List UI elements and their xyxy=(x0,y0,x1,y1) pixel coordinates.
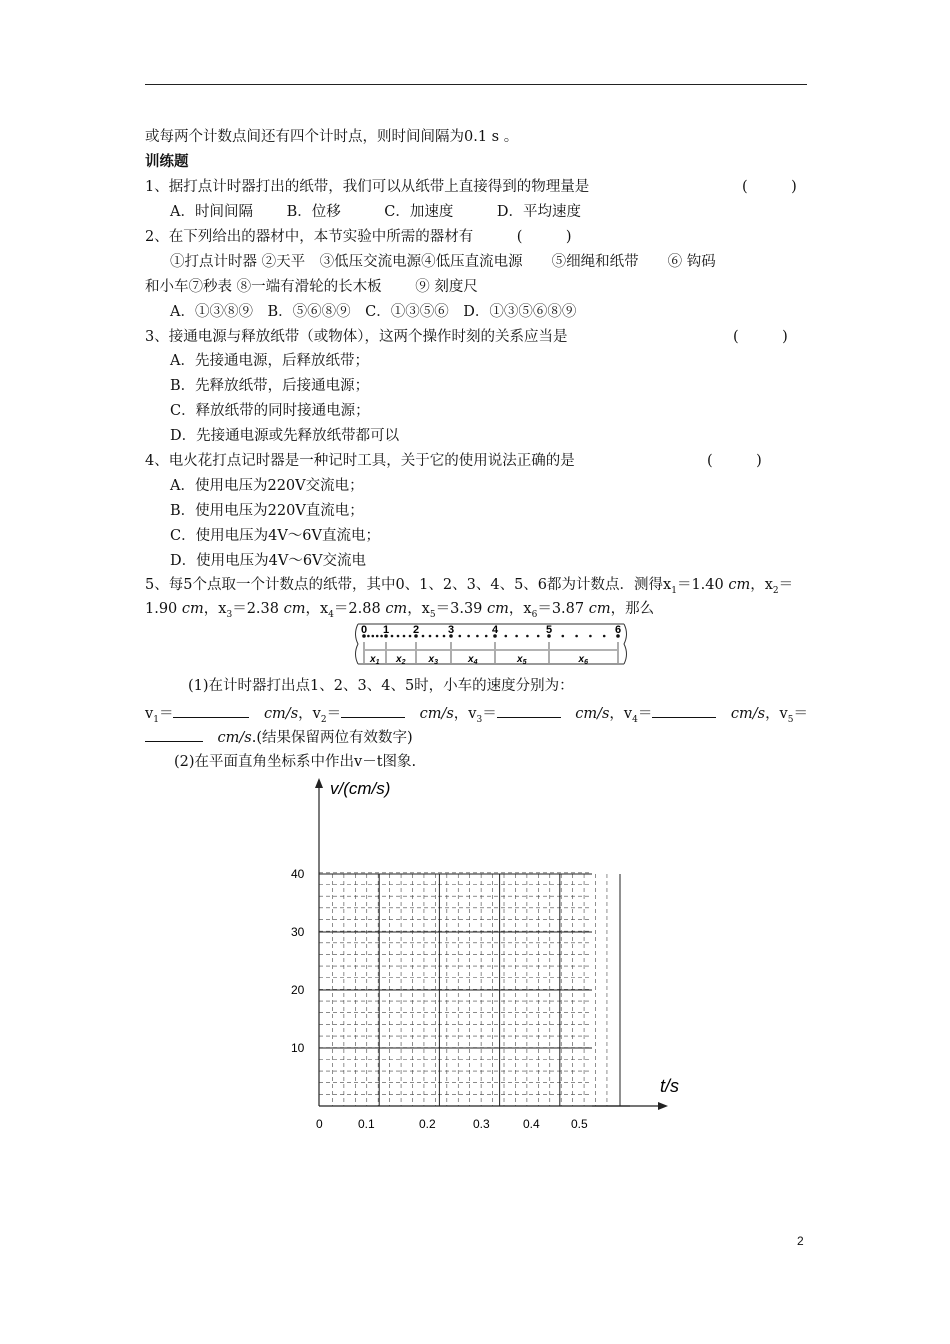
q1-options: A．时间间隔 B．位移 C．加速度 D．平均速度 xyxy=(170,204,581,220)
unit: cm xyxy=(728,577,751,593)
section-heading: 训练题 xyxy=(145,154,189,170)
tape-dot xyxy=(422,635,425,638)
q3-option-c: C．释放纸带的同时接通电源； xyxy=(170,403,370,419)
x-tick-label: 0.1 xyxy=(358,1117,375,1131)
tape-point-labels xyxy=(361,624,621,636)
vt-graph xyxy=(280,772,700,1137)
tape-dot xyxy=(575,635,578,638)
tape-dot xyxy=(391,635,394,638)
tape-dot xyxy=(403,635,406,638)
y-tick-label: 10 xyxy=(291,1041,305,1055)
x-tick-label: 0.3 xyxy=(473,1117,490,1131)
q4-option-b: B．使用电压为220V直流电； xyxy=(170,503,364,519)
v4-blank[interactable] xyxy=(652,703,716,718)
q5-measurements: 1.90 cm，$x_3=2.38$ cm，$x_4=2.88$ cm，$x_5=3.39$ cm，$x_6=3.87$ cm，那么 xyxy=(145,601,655,620)
tape-dot xyxy=(562,635,565,638)
tape-dot xyxy=(505,635,508,638)
q1-answer-paren: ( ) xyxy=(742,179,797,195)
vel-unit: cm/s xyxy=(217,730,252,746)
x-tick-label: 0.4 xyxy=(523,1117,540,1131)
unit: cm xyxy=(487,601,509,617)
y-tick-label: 40 xyxy=(291,867,305,881)
tape-dot xyxy=(367,635,370,638)
velocity-blanks-line2: cm/s.(结果保留两位有效数字) xyxy=(145,727,413,748)
q4-option-a: A．使用电压为220V交流电； xyxy=(170,478,364,494)
x-tick-labels xyxy=(316,1117,588,1131)
segment-label: $x_5$ xyxy=(517,654,527,666)
q4-answer-paren: ( ) xyxy=(707,453,762,469)
tape-dot xyxy=(603,635,606,638)
segment-label: $x_2$ xyxy=(396,654,406,666)
q3-option-b: B．先释放纸带，后接通电源； xyxy=(170,378,370,394)
x3-value: 2.38 xyxy=(246,601,279,617)
unit: cm xyxy=(283,601,306,617)
tape-point-label: 1 xyxy=(383,624,390,636)
vel-unit: cm/s xyxy=(575,706,610,722)
tape-dot xyxy=(515,635,518,638)
x1-value: 1.40 xyxy=(691,577,724,593)
q5-part2: (2)在平面直角坐标系中作出v－t图象. xyxy=(174,754,417,770)
q2-options: A．①③⑧⑨ B．⑤⑥⑧⑨ C．①③⑤⑥ D．①③⑤⑥⑧⑨ xyxy=(170,304,577,320)
tape-dot xyxy=(376,635,379,638)
vel-unit: cm/s xyxy=(419,706,454,722)
q4-option-d: D．使用电压为4V～6V交流电 xyxy=(170,553,367,569)
q5-part1: (1)在计时器打出点1、2、3、4、5时，小车的速度分别为： xyxy=(188,678,574,694)
v2-blank[interactable] xyxy=(341,703,405,718)
x-tick-label: 0.5 xyxy=(571,1117,588,1131)
x-axis-label: t/s xyxy=(660,1076,680,1096)
x4-value: 2.88 xyxy=(348,601,381,617)
intro-text: 或每两个计数点间还有四个计时点，则时间间隔为0.1 s 。 xyxy=(145,129,519,145)
header-rule xyxy=(145,84,807,85)
v5-blank[interactable] xyxy=(145,727,203,742)
tape-dot xyxy=(537,635,540,638)
x-tick-label: 0.2 xyxy=(419,1117,436,1131)
tape-dots xyxy=(362,634,620,638)
tape-dot xyxy=(526,635,529,638)
y-tick-label: 30 xyxy=(291,925,305,939)
tape-dot xyxy=(476,635,479,638)
tape-point-label: 3 xyxy=(448,624,455,636)
tape-dot xyxy=(459,635,462,638)
q5-tail: 那么 xyxy=(625,601,655,617)
x2-value: 1.90 xyxy=(145,601,178,617)
tape-dot xyxy=(397,635,400,638)
tape-point-label: 2 xyxy=(413,624,420,636)
q2-items-line2: 和小车⑦秒表 ⑧一端有滑轮的长木板 ⑨ 刻度尺 xyxy=(145,279,478,295)
q3-stem: 3、接通电源与释放纸带（或物体），这两个操作时刻的关系应当是 xyxy=(145,329,568,345)
q2-stem: 2、在下列给出的器材中，本节实验中所需的器材有 ( ) xyxy=(145,229,572,245)
significant-figures-note: (结果保留两位有效数字) xyxy=(256,730,413,746)
x-axis-arrow xyxy=(658,1102,668,1110)
unit: cm xyxy=(385,601,408,617)
v1-blank[interactable] xyxy=(173,703,249,718)
tape-dot xyxy=(409,635,412,638)
tape-dot xyxy=(589,635,592,638)
q5-stem: 5、每5个点取一个计数点的纸带，其中0、1、2、3、4、5、6都为计数点．测得$x_1=1.40$ cm，$x_2=$ xyxy=(145,577,794,596)
q5-stem-text: 5、每5个点取一个计数点的纸带，其中0、1、2、3、4、5、6都为计数点．测得 xyxy=(145,577,664,593)
y-axis-arrow xyxy=(315,778,323,788)
y-axis-label: v/(cm/s) xyxy=(330,779,391,798)
tape-point-label: 6 xyxy=(615,624,622,636)
q3-option-a: A．先接通电源，后释放纸带； xyxy=(170,353,369,369)
graph-grid xyxy=(319,873,630,1106)
segment-label: $x_4$ xyxy=(468,654,478,666)
y-tick-labels xyxy=(291,867,305,1055)
vel-unit: cm/s xyxy=(263,706,299,722)
unit: cm xyxy=(181,601,204,617)
tape-dot xyxy=(443,635,446,638)
unit: cm xyxy=(588,601,611,617)
tape-point-label: 4 xyxy=(492,624,499,636)
q3-option-d: D．先接通电源或先释放纸带都可以 xyxy=(170,428,400,444)
q4-stem: 4、电火花打点记时器是一种记时工具，关于它的使用说法正确的是 xyxy=(145,453,575,469)
vel-unit: cm/s xyxy=(730,706,766,722)
x6-value: 3.87 xyxy=(551,601,585,617)
segment-label: $x_6$ xyxy=(578,654,588,666)
tape-point-label: 0 xyxy=(361,624,368,636)
x5-value: 3.39 xyxy=(450,601,483,617)
q1-stem: 1、据打点计时器打出的纸带，我们可以从纸带上直接得到的物理量是 xyxy=(145,179,590,195)
paper-tape-figure xyxy=(350,620,632,668)
tape-dot xyxy=(485,635,488,638)
y-tick-label: 20 xyxy=(291,983,305,997)
q4-option-c: C．使用电压为4V～6V直流电； xyxy=(170,528,380,544)
q3-answer-paren: ( ) xyxy=(733,329,788,345)
tape-dot xyxy=(436,635,439,638)
q2-items-line1: ①打点计时器 ②天平 ③低压交流电源④低压直流电源 ⑤细绳和纸带 ⑥ 钩码 xyxy=(170,254,716,270)
segment-label: $x_3$ xyxy=(428,654,438,666)
tape-dot xyxy=(467,635,470,638)
tape-dot xyxy=(372,635,375,638)
tape-segments xyxy=(364,642,618,666)
tape-dot xyxy=(429,635,432,638)
v3-blank[interactable] xyxy=(497,703,561,718)
velocity-blanks-line1: $v_1=$ cm/s，$v_2=$ cm/s，$v_3=$ cm/s，$v_4=$ cm/s，$v_5=$ xyxy=(145,703,808,730)
tape-point-label: 5 xyxy=(546,624,553,636)
page-number: 2 xyxy=(797,1234,804,1248)
segment-label: $x_1$ xyxy=(370,654,380,666)
x-tick-label: 0 xyxy=(316,1117,323,1131)
